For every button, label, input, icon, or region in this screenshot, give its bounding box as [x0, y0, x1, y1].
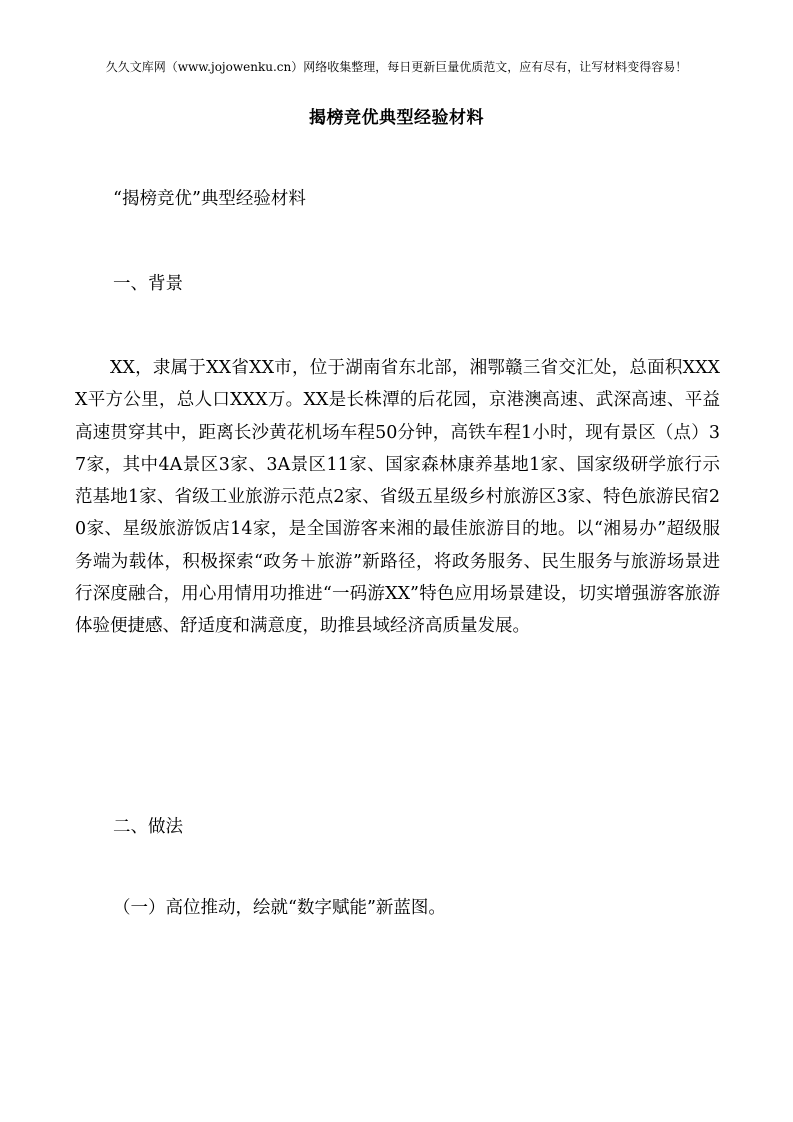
section-heading-practices: 二、做法: [113, 817, 183, 837]
section-heading-background: 一、背景: [113, 274, 183, 294]
subsection-heading-1: （一）高位推动，绘就“数字赋能”新蓝图。: [113, 898, 446, 918]
page-header-banner: 久久文库网（www.jojowenku.cn）网络收集整理，每日更新巨量优质范文，应有尽有，让写材料变得容易！: [105, 60, 688, 74]
document-subtitle: “揭榜竞优”典型经验材料: [113, 189, 306, 209]
document-title: 揭榜竞优典型经验材料: [309, 108, 484, 128]
background-paragraph: XX，隶属于XX省XX市，位于湖南省东北部，湘鄂赣三省交汇处，总面积XXXX平方公里，总人口XXX万。XX是长株潭的后花园，京港澳高速、武深高速、平益高速贯穿其中，距离长沙黄花机场车程50分钟，高铁车程1小时，现有景区（点）37家，其中4A景区3家、3A景区11家、国家森林康养基地1家、国家级研学旅行示范基地1家、省级工业旅游示范点2家、省级五星级乡村旅游区3家、特色旅游民宿20家、星级旅游饭店14家，是全国游客来湘的最佳旅游目的地。以“湘易办”超级服务端为载体，积极探索“政务＋旅游”新路径，将政务服务、民生服务与旅游场景进行深度融合，用心用情用功推进“一码游XX”特色应用场景建设，切实增强游客旅游体验便捷感、舒适度和满意度，助推县域经济高质量发展。: [75, 358, 720, 637]
